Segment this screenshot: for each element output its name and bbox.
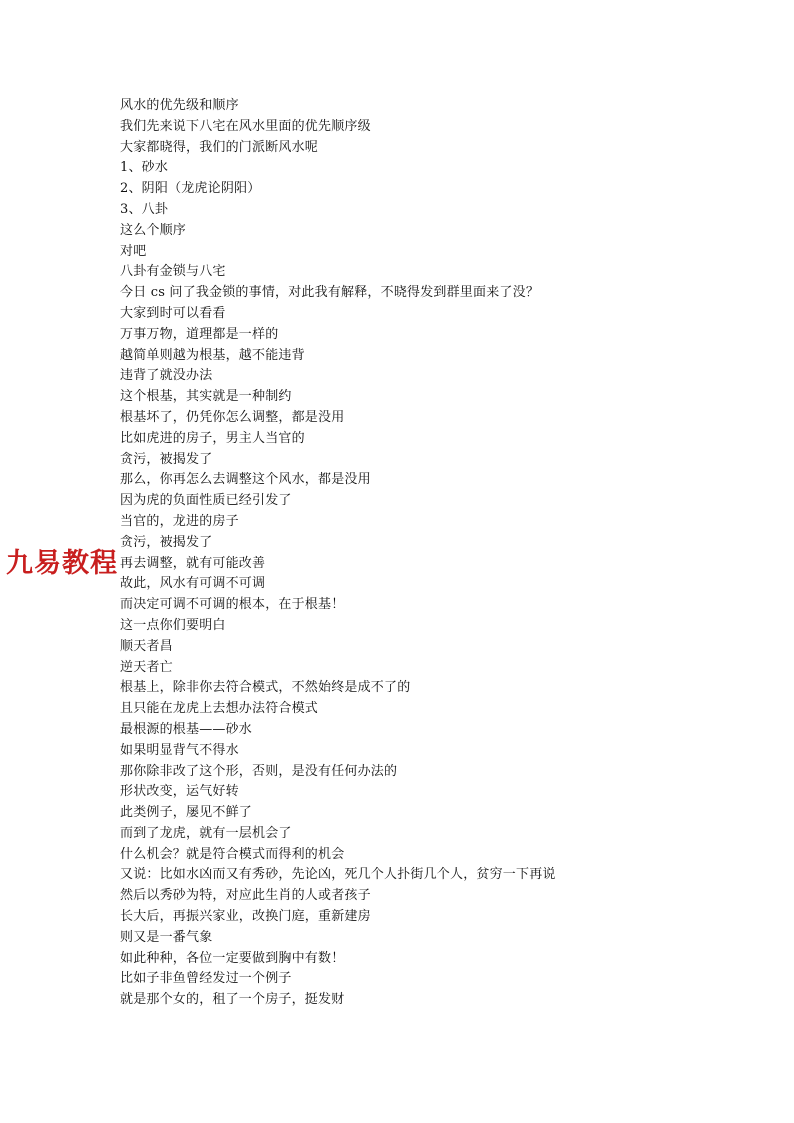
text-line: 大家都晓得，我们的门派断风水呢 [120, 139, 319, 155]
text-line: 什么机会？就是符合模式而得利的机会 [120, 846, 345, 862]
text-line: 对吧 [120, 243, 147, 259]
text-line: 就是那个女的，租了一个房子，挺发财 [120, 992, 345, 1008]
text-line: 那你除非改了这个形，否则，是没有任何办法的 [120, 763, 398, 779]
text-line: 贪污，被揭发了 [120, 534, 213, 550]
list-item: 3、八卦 [120, 201, 169, 217]
text-line: 这个根基，其实就是一种制约 [120, 389, 292, 405]
list-item: 2、阴阳（龙虎论阴阳） [120, 181, 261, 197]
text-line: 今日 cs 问了我金锁的事情，对此我有解释，不晓得发到群里面来了没？ [120, 285, 540, 301]
text-line: 长大后，再振兴家业，改换门庭，重新建房 [120, 909, 371, 925]
text-line: 如果明显背气不得水 [120, 742, 239, 758]
text-line: 故此，风水有可调不可调 [120, 576, 266, 592]
text-line: 如此种种，各位一定要做到胸中有数！ [120, 950, 345, 966]
text-line: 因为虎的负面性质已经引发了 [120, 493, 292, 509]
text-line: 此类例子，屡见不鲜了 [120, 805, 253, 821]
text-line: 越简单则越为根基，越不能违背 [120, 347, 305, 363]
list-item: 1、砂水 [120, 160, 169, 176]
document-title: 风水的优先级和顺序 [120, 98, 239, 113]
text-line: 贪污，被揭发了 [120, 451, 213, 467]
text-line: 最根源的根基——砂水 [120, 721, 253, 737]
text-line: 比如子非鱼曾经发过一个例子 [120, 971, 292, 987]
text-line: 再去调整，就有可能改善 [120, 555, 266, 571]
text-line: 而决定可调不可调的根本，在于根基！ [120, 597, 345, 613]
text-line: 比如虎进的房子，男主人当官的 [120, 430, 305, 446]
text-line: 顺天者昌 [120, 638, 173, 654]
text-line: 根基上，除非你去符合模式，不然始终是成不了的 [120, 680, 411, 696]
text-line: 然后以秀砂为特，对应此生肖的人或者孩子 [120, 888, 371, 904]
text-line: 当官的，龙进的房子 [120, 513, 239, 529]
text-line: 这一点你们要明白 [120, 617, 226, 633]
text-line: 且只能在龙虎上去想办法符合模式 [120, 701, 319, 717]
text-line: 违背了就没办法 [120, 368, 213, 384]
text-line: 万事万物，道理都是一样的 [120, 326, 279, 342]
text-line: 则又是一番气象 [120, 929, 213, 945]
text-line: 又说：比如水凶而又有秀砂，先论凶，死几个人扑街几个人，贫穷一下再说 [120, 867, 556, 883]
document-body [120, 96, 720, 1011]
text-line: 八卦有金锁与八宅 [120, 264, 226, 280]
text-line: 逆天者亡 [120, 659, 173, 675]
watermark-logo: 九易教程 [6, 548, 118, 579]
text-line: 根基坏了，仍凭你怎么调整，都是没用 [120, 409, 345, 425]
text-line: 形状改变，运气好转 [120, 784, 239, 800]
text-line: 我们先来说下八宅在风水里面的优先顺序级 [120, 118, 371, 134]
text-line: 而到了龙虎，就有一层机会了 [120, 825, 292, 841]
text-line: 那么，你再怎么去调整这个风水，都是没用 [120, 472, 371, 488]
text-line: 大家到时可以看看 [120, 305, 226, 321]
text-line: 这么个顺序 [120, 222, 187, 238]
